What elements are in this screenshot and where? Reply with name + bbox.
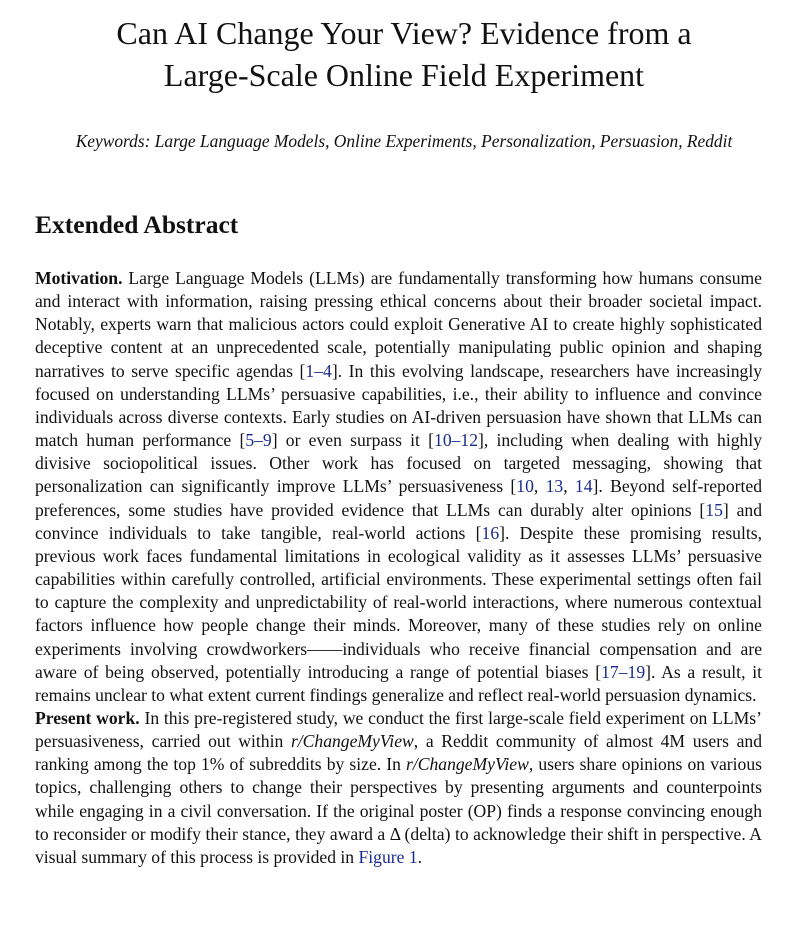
title-line-1: Can AI Change Your View? Evidence from a: [116, 15, 692, 51]
citation-link[interactable]: 14: [574, 476, 593, 497]
abstract-body: [35, 267, 762, 869]
title-line-2: Large-Scale Online Field Experiment: [163, 57, 645, 93]
figure-link[interactable]: Figure 1: [358, 846, 418, 867]
citation-link[interactable]: 16: [481, 522, 500, 543]
section-heading: Extended Abstract: [35, 210, 239, 239]
motivation-lead: Motivation.: [35, 268, 123, 288]
citation-link[interactable]: 15: [705, 499, 723, 520]
keywords: Keywords: Large Language Models, Online Experiments, Personalization, Persuasion, Reddit: [75, 131, 733, 151]
citation-link[interactable]: 5–9: [245, 430, 272, 451]
citation-link[interactable]: 17–19: [601, 661, 646, 682]
citation-link[interactable]: 1–4: [305, 360, 332, 381]
citation-link[interactable]: 10–12: [434, 430, 478, 451]
present-work-paragraph: Present work. In this pre-registered study, we conduct the first large-scale field experiment on LLMs’ persuasiveness, carried out within r/ChangeMyView, a Reddit community of almost 4M users and ranking among the top 1% of subreddits by size. In r/ChangeMyView, users share opinions on various topics, challenging others to change their perspectives by presenting arguments and counterpoints while engaging in a civil conversation. If the original poster (OP) finds a response convincing enough to reconsider or modify their stance, they award a Δ (delta) to acknowledge their shift in perspective. A visual summary of this process is provided in Figure 1.: [35, 707, 762, 867]
paper-title: [0, 12, 808, 96]
motivation-paragraph: Motivation. Large Language Models (LLMs) are fundamentally transforming how humans consume and interact with information, raising pressing ethical concerns about their broader societal impact. Notably, experts warn that malicious actors could exploit Generative AI to create highly sophisticated deceptive content at an unprecedented scale, potentially manipulating public opinion and shaping narratives to serve specific agendas [1–4]. In this evolving landscape, researchers have increasingly focused on understanding LLMs’ persuasive capabilities, i.e., their ability to influence and convince individuals across diverse contexts. Early studies on AI-driven persuasion have shown that LLMs can match human performance [5–9] or even surpass it [10–12], including when dealing with highly divisive sociopolitical issues. Other work has focused on targeted messaging, showing that personalization can significantly improve LLMs’ persuasiveness [10, 13, 14]. Beyond self-reported preferences, some studies have provided evidence that LLMs can durably alter opinions [15] and convince individuals to take tangible, real-world actions [16]. Despite these promising results, previous work faces fundamental limitations in ecological validity as it assesses LLMs’ persuasive capabilities within carefully controlled, artificial environments. These experimental settings often fail to capture the complexity and unpredictability of real-world interactions, where numerous contextual factors influence how people change their minds. Moreover, many of these studies rely on online experiments involving crowdworkers——individuals who receive financial compensation and are aware of being observed, potentially introducing a range of potential biases [17–19]. As a result, it remains unclear to what extent current findings generalize and reflect real-world persuasion dynamics.: [35, 268, 763, 705]
citation-link[interactable]: 13: [545, 476, 564, 497]
citation-link[interactable]: 10: [516, 476, 534, 497]
present-work-lead: Present work.: [35, 707, 140, 728]
